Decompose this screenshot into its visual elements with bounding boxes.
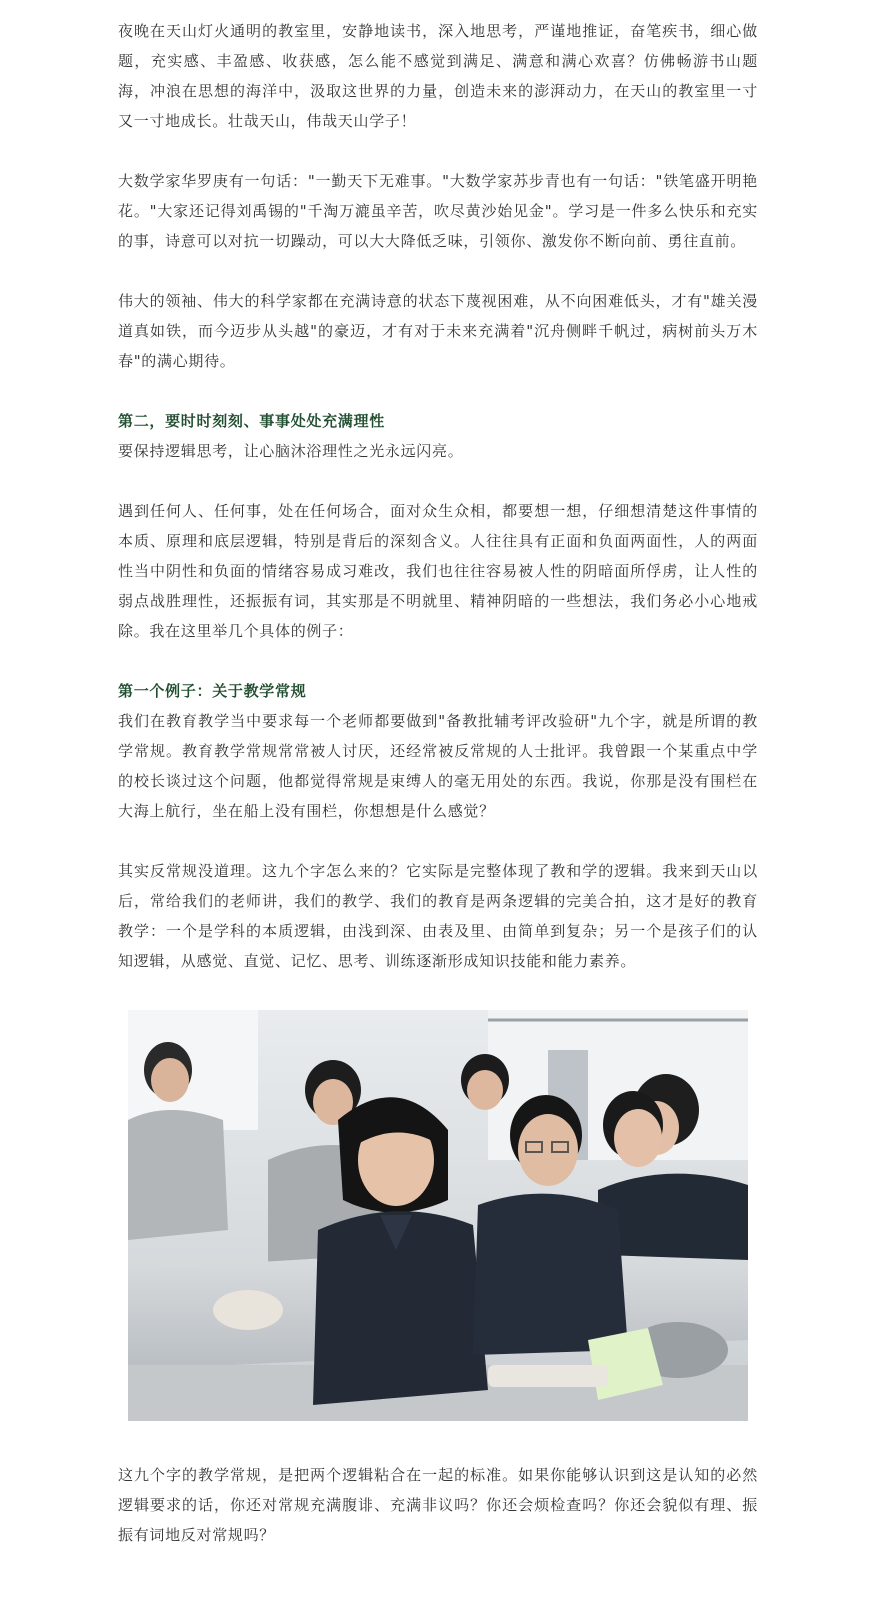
paragraph: 伟大的领袖、伟大的科学家都在充满诗意的状态下蔑视困难，从不向困难低头，才有"雄关漫道真如铁，而今迈步从头越"的豪迈，才有对于未来充满着"沉舟侧畔千帆过，病树前头万木春"的满心期待。 (118, 292, 758, 370)
article-body (118, 16, 758, 976)
paragraph: 其实反常规没道理。这九个字怎么来的？它实际是完整体现了教和学的逻辑。我来到天山以后，常给我们的老师讲，我们的教学、我们的教育是两条逻辑的完美合拍，这才是好的教育教学：一个是学科的本质逻辑，由浅到深、由表及里、由简单到复杂；另一个是孩子们的认知逻辑，从感觉、直觉、记忆、思考、训练逐渐形成知识技能和能力素养。 (118, 862, 758, 970)
section-heading: 第二，要时时刻刻、事事处处充满理性 (118, 412, 385, 430)
paragraph: 这九个字的教学常规，是把两个逻辑粘合在一起的标准。如果你能够认识到这是认知的必然逻辑要求的话，你还对常规充满腹诽、充满非议吗？你还会烦检查吗？你还会貌似有理、振振有词地反对常规吗？ (118, 1466, 758, 1544)
paragraph: 大数学家华罗庚有一句话："一勤天下无难事。"大数学家苏步青也有一句话："铁笔盛开明艳花。"大家还记得刘禹锡的"千淘万漉虽辛苦，吹尽黄沙始见金"。学习是一件多么快乐和充实的事，诗意可以对抗一切躁动，可以大大降低乏味，引领你、激发你不断向前、勇往直前。 (118, 172, 758, 250)
section-intro: 要保持逻辑思考，让心脑沐浴理性之光永远闪亮。 (118, 442, 464, 460)
article-body-continued (118, 1460, 758, 1550)
classroom-photo (128, 1010, 748, 1421)
example-heading: 第一个例子：关于教学常规 (118, 682, 307, 700)
paragraph: 遇到任何人、任何事，处在任何场合，面对众生众相，都要想一想，仔细想清楚这件事情的本质、原理和底层逻辑，特别是背后的深刻含义。人往往具有正面和负面两面性，人的两面性当中阴性和负面的情绪容易成习难改，我们也往往容易被人性的阴暗面所俘虏，让人性的弱点战胜理性，还振振有词，其实那是不明就里、精神阴暗的一些想法，我们务必小心地戒除。我在这里举几个具体的例子： (118, 502, 758, 640)
paragraph: 夜晚在天山灯火通明的教室里，安静地读书，深入地思考，严谨地推证，奋笔疾书，细心做题，充实感、丰盈感、收获感，怎么能不感觉到满足、满意和满心欢喜？仿佛畅游书山题海，冲浪在思想的海洋中，汲取这世界的力量，创造未来的澎湃动力，在天山的教室里一寸又一寸地成长。壮哉天山，伟哉天山学子！ (118, 22, 758, 130)
paragraph: 我们在教育教学当中要求每一个老师都要做到"备教批辅考评改验研"九个字，就是所谓的教学常规。教育教学常规常常被人讨厌，还经常被反常规的人士批评。我曾跟一个某重点中学的校长谈过这个问题，他都觉得常规是束缚人的毫无用处的东西。我说，你那是没有围栏在大海上航行，坐在船上没有围栏，你想想是什么感觉？ (118, 712, 758, 820)
